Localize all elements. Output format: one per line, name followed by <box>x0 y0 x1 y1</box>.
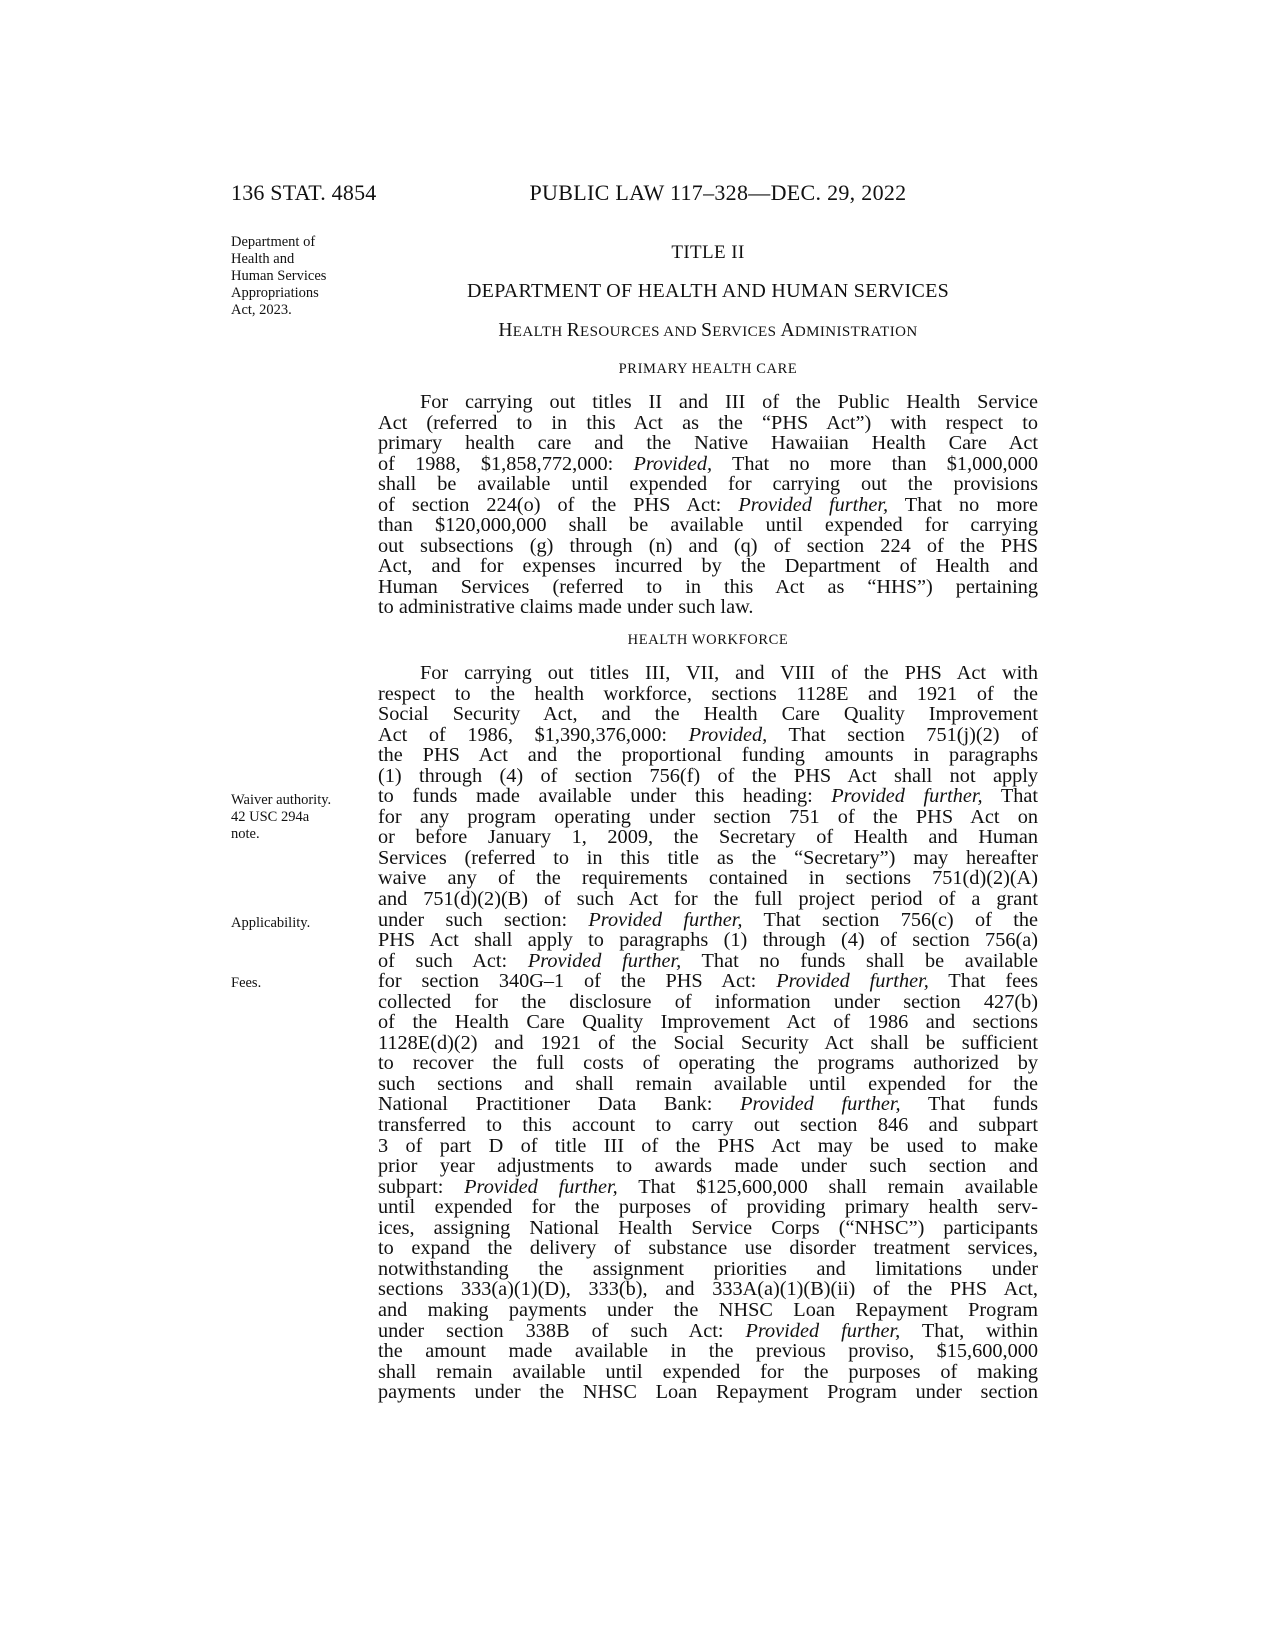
text-line <box>378 951 1038 972</box>
text-line <box>378 1341 1038 1362</box>
text-run: Human Services (referred to in this Act as “HHS”) pertaining <box>378 575 1038 598</box>
text-run: waive any of the requirements contained in sections 751(d)(2)(A) <box>378 867 1038 890</box>
text-run: to administrative claims made under such law. <box>378 596 754 619</box>
text-run: and 751(d)(2)(B) of such Act for the full project period of a grant <box>378 888 1038 911</box>
text-line <box>378 433 1038 454</box>
margin-note-line: Act, 2023. <box>231 302 292 318</box>
text-line <box>378 786 1038 807</box>
margin-note-act-name <box>231 234 366 319</box>
text-run: of section 224(o) of the PHS Act: <box>378 493 739 516</box>
text-run: to expand the delivery of substance use disorder treatment services, <box>378 1237 1038 1260</box>
text-run: shall be available until expended for carrying out the provisions <box>378 473 1038 496</box>
health-workforce-paragraph <box>378 663 1038 1403</box>
text-run: That funds <box>900 1093 1038 1116</box>
agency-smallcaps: ESOURCES AND <box>580 324 702 340</box>
margin-note-line: Department of <box>231 234 316 250</box>
text-line <box>378 413 1038 434</box>
text-run: That section 756(c) of the <box>742 908 1038 931</box>
text-run: That no more <box>888 493 1038 516</box>
proviso-italic: Provided further, <box>745 1319 901 1342</box>
agency-smallcaps: DMINISTRATION <box>794 324 918 340</box>
proviso-italic: Provided, <box>633 452 713 475</box>
text-run: subpart: <box>378 1175 465 1198</box>
title-heading: TITLE II <box>671 242 745 263</box>
text-run: for any program operating under section 751 of the PHS Act on <box>378 805 1038 828</box>
text-run: That no funds shall be available <box>681 949 1038 972</box>
text-run: the PHS Act and the proportional funding amounts in paragraphs <box>378 744 1038 767</box>
proviso-italic: Provided further, <box>738 493 889 516</box>
text-line <box>378 392 1038 413</box>
proviso-italic: Provided further, <box>740 1093 901 1116</box>
agency-smallcaps: ERVICES <box>712 324 781 340</box>
text-run: for section 340G–1 of the PHS Act: <box>378 970 777 993</box>
text-line <box>378 1259 1038 1280</box>
text-run: (1) through (4) of section 756(f) of the PHS Act shall not apply <box>378 764 1038 787</box>
text-line <box>378 597 1038 618</box>
text-line <box>378 495 1038 516</box>
margin-note-line: Waiver authority. <box>231 792 332 808</box>
section-heading-health-workforce: HEALTH WORKFORCE <box>627 632 789 648</box>
text-run: That no more than $1,000,000 <box>712 452 1038 475</box>
text-run: to recover the full costs of operating the programs authorized by <box>378 1052 1038 1075</box>
text-line <box>378 1074 1038 1095</box>
text-run: sections 333(a)(1)(D), 333(b), and 333A(a)(1)(B)(ii) of the PHS Act, <box>378 1278 1038 1301</box>
text-run: Act (referred to in this Act as the “PHS Act”) with respect to <box>378 411 1038 434</box>
text-line <box>378 1177 1038 1198</box>
text-run: Social Security Act, and the Health Care Quality Improvement <box>378 703 1038 726</box>
text-run: such sections and shall remain available until expended for the <box>378 1072 1038 1095</box>
text-line <box>378 725 1038 746</box>
text-run: 3 of part D of title III of the PHS Act may be used to make <box>378 1134 1038 1157</box>
text-line <box>378 1033 1038 1054</box>
text-line <box>378 556 1038 577</box>
text-line <box>378 992 1038 1013</box>
text-run: That fees <box>928 970 1038 993</box>
text-run: until expended for the purposes of providing primary health serv- <box>378 1196 1038 1219</box>
text-run: under section 338B of such Act: <box>378 1319 746 1342</box>
text-line <box>378 1156 1038 1177</box>
text-run: of such Act: <box>378 949 528 972</box>
text-line <box>378 1218 1038 1239</box>
text-line <box>378 930 1038 951</box>
margin-note-line: Appropriations <box>231 285 319 301</box>
text-line <box>378 1115 1038 1136</box>
agency-smallcaps: EALTH <box>512 324 567 340</box>
public-law-reference: PUBLIC LAW 117–328—DEC. 29, 2022 <box>529 180 907 205</box>
text-line <box>378 577 1038 598</box>
text-run: That <box>982 785 1038 808</box>
text-run: primary health care and the Native Hawaiian Health Care Act <box>378 432 1038 455</box>
text-line <box>378 1197 1038 1218</box>
text-run: 1128E(d)(2) and 1921 of the Social Security Act shall be sufficient <box>378 1031 1038 1054</box>
text-run: For carrying out titles III, VII, and VIII of the PHS Act with <box>420 662 1038 684</box>
page-header <box>0 180 1275 210</box>
text-run: collected for the disclosure of information under section 427(b) <box>378 990 1038 1013</box>
text-run: the amount made available in the previous proviso, $15,600,000 <box>378 1340 1038 1363</box>
margin-note-line: note. <box>231 826 260 842</box>
text-run: or before January 1, 2009, the Secretary of Health and Human <box>378 826 1038 849</box>
text-run: Act of 1986, $1,390,376,000: <box>378 723 689 746</box>
text-run: prior year adjustments to awards made under such section and <box>378 1155 1038 1178</box>
text-line <box>378 848 1038 869</box>
text-run: under such section: <box>378 908 589 931</box>
margin-note-line: Health and <box>231 251 295 267</box>
text-line <box>378 1238 1038 1259</box>
proviso-italic: Provided further, <box>776 970 929 993</box>
text-line <box>378 1094 1038 1115</box>
margin-note-applicability: Applicability. <box>231 915 311 931</box>
text-line <box>378 1012 1038 1033</box>
stat-reference: 136 STAT. 4854 <box>231 180 377 205</box>
text-run: ices, assigning National Health Service Corps (“NHSC”) participants <box>378 1216 1038 1239</box>
agency-heading <box>378 320 1038 342</box>
text-line <box>378 515 1038 536</box>
margin-note-fees: Fees. <box>231 975 262 991</box>
text-run: That, within <box>900 1319 1038 1342</box>
margin-note-waiver <box>231 792 366 843</box>
text-run: For carrying out titles II and III of the Public Health Service <box>420 391 1038 413</box>
text-line <box>378 745 1038 766</box>
text-line <box>378 1321 1038 1342</box>
text-run: Services (referred to in this title as the “Secretary”) may hereafter <box>378 846 1038 869</box>
text-line <box>378 1362 1038 1383</box>
proviso-italic: Provided further, <box>527 949 682 972</box>
text-line <box>378 454 1038 475</box>
section-heading-primary-health-care: PRIMARY HEALTH CARE <box>618 361 798 377</box>
margin-note-line: 42 USC 294a <box>231 809 310 825</box>
margin-note-line: Human Services <box>231 268 327 284</box>
text-run: transferred to this account to carry out section 846 and subpart <box>378 1114 1038 1137</box>
proviso-italic: Provided further, <box>588 908 743 931</box>
text-run: to funds made available under this heading: <box>378 785 832 808</box>
text-run: payments under the NHSC Loan Repayment Program under section <box>378 1381 1038 1404</box>
text-line <box>378 704 1038 725</box>
text-run: National Practitioner Data Bank: <box>378 1093 741 1116</box>
text-line <box>378 910 1038 931</box>
text-line <box>378 1279 1038 1300</box>
proviso-italic: Provided further, <box>831 785 983 808</box>
text-line <box>378 536 1038 557</box>
text-run: notwithstanding the assignment priorities and limitations under <box>378 1257 1038 1280</box>
text-line <box>378 1382 1038 1403</box>
agency-initial: S <box>701 320 713 341</box>
text-line <box>378 1136 1038 1157</box>
agency-initial: A <box>780 320 795 341</box>
text-line <box>378 766 1038 787</box>
agency-initial: H <box>498 320 513 341</box>
text-line <box>378 889 1038 910</box>
text-run: of 1988, $1,858,772,000: <box>378 452 634 475</box>
text-line <box>378 474 1038 495</box>
text-line <box>378 827 1038 848</box>
text-run: PHS Act shall apply to paragraphs (1) through (4) of section 756(a) <box>378 929 1038 952</box>
agency-initial: R <box>566 320 581 341</box>
department-heading: DEPARTMENT OF HEALTH AND HUMAN SERVICES <box>466 280 950 302</box>
text-run: respect to the health workforce, sections 1128E and 1921 of the <box>378 682 1038 705</box>
text-line <box>378 971 1038 992</box>
text-run: shall remain available until expended for the purposes of making <box>378 1360 1038 1383</box>
text-line <box>378 1300 1038 1321</box>
text-run: That section 751(j)(2) of <box>767 723 1039 746</box>
proviso-italic: Provided, <box>688 723 768 746</box>
text-run: than $120,000,000 shall be available until expended for carrying <box>378 514 1038 537</box>
primary-health-care-paragraph <box>378 392 1038 618</box>
text-line <box>378 868 1038 889</box>
text-run: of the Health Care Quality Improvement Act of 1986 and sections <box>378 1011 1038 1034</box>
proviso-italic: Provided further, <box>464 1175 618 1198</box>
text-line <box>378 663 1038 684</box>
text-run: out subsections (g) through (n) and (q) of section 224 of the PHS <box>378 534 1038 557</box>
text-run: Act, and for expenses incurred by the Department of Health and <box>378 555 1038 578</box>
text-run: That $125,600,000 shall remain available <box>617 1175 1038 1198</box>
text-run: and making payments under the NHSC Loan Repayment Program <box>378 1298 1038 1321</box>
text-line <box>378 684 1038 705</box>
text-line <box>378 807 1038 828</box>
text-line <box>378 1053 1038 1074</box>
